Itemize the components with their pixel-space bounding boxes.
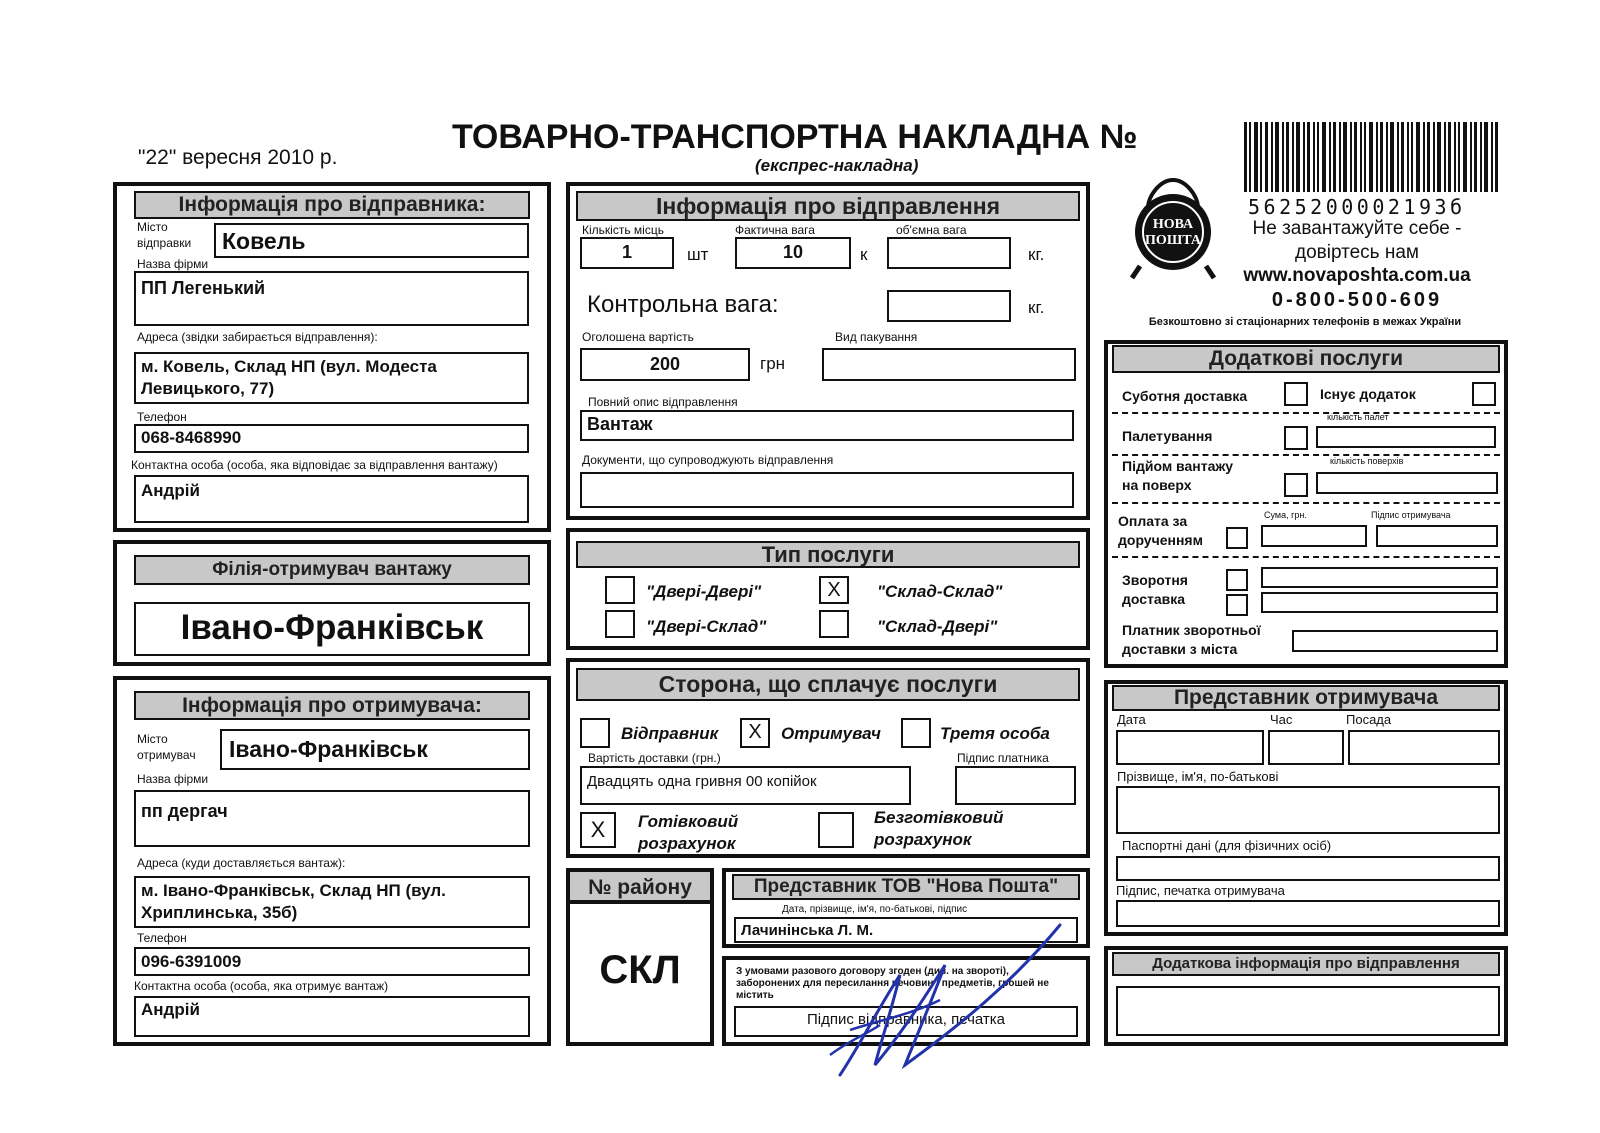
pallet-count-label: кількість палет	[1327, 412, 1389, 422]
return-payer-field[interactable]	[1292, 630, 1498, 652]
payer-header: Сторона, що сплачує послуги	[576, 668, 1080, 701]
pallet-checkbox[interactable]	[1284, 426, 1308, 450]
website: www.novaposhta.com.ua	[1243, 265, 1471, 286]
recipient-firm-label: Назва фірми	[137, 772, 209, 786]
rep-signature-label: Підпис, печатка отримувача	[1116, 883, 1285, 898]
declared-value-unit: грн	[760, 354, 786, 373]
sender-contact-value: Андрій	[141, 481, 200, 500]
cashless-payment-checkbox[interactable]	[818, 812, 854, 848]
service-warehouse-warehouse-checkbox[interactable]: X	[819, 576, 849, 604]
declared-value-value: 200	[649, 354, 681, 374]
rep-date-field[interactable]	[1116, 730, 1264, 765]
sender-header: Інформація про відправника:	[134, 191, 530, 219]
lift-label-line2: на поверх	[1122, 477, 1192, 493]
actual-weight-value: 10	[782, 242, 804, 262]
floors-label: кількість поверхів	[1330, 456, 1404, 466]
sender-address-line1: м. Ковель, Склад НП (вул. Модеста	[141, 357, 437, 376]
slogan-line2: довіртесь нам	[1295, 242, 1419, 263]
hotline-note: Безкоштовно зі стаціонарних телефонів в межах України	[1148, 316, 1462, 328]
control-weight-field[interactable]	[887, 290, 1011, 322]
pallet-label: Палетування	[1122, 428, 1213, 444]
cash-payment-line1: Готівковий	[638, 812, 739, 831]
rep-position-label: Посада	[1346, 712, 1392, 727]
agreement-line3: містить	[736, 990, 774, 1001]
lift-label-line1: Підйом вантажу	[1122, 458, 1234, 474]
return-delivery-line1: Зворотня	[1122, 572, 1188, 588]
recipient-contact-label: Контактна особа (особа, яка отримує вантаж)	[134, 979, 389, 993]
additional-info-header: Додаткова інформація про відправлення	[1112, 952, 1500, 976]
service-warehouse-warehouse-label: "Склад-Склад"	[877, 582, 1003, 601]
logo-text-line2: ПОШТА	[1145, 233, 1201, 248]
cod-checkbox[interactable]	[1226, 527, 1248, 549]
extra-divider-1	[1112, 412, 1500, 414]
shipment-header: Інформація про відправлення	[576, 191, 1080, 221]
cod-label-line2: дорученням	[1118, 532, 1203, 548]
cash-payment-checkbox[interactable]: X	[580, 812, 616, 848]
documents-field[interactable]	[580, 472, 1074, 508]
places-unit: шт	[687, 245, 709, 264]
rep-passport-field[interactable]	[1116, 856, 1500, 881]
cod-signature-label: Підпис отримувача	[1371, 510, 1451, 520]
recipient-city-label-1: Місто	[137, 732, 168, 746]
return-payer-line2: доставки з міста	[1122, 641, 1238, 657]
payer-signature-label: Підпис платника	[957, 751, 1049, 765]
np-representative-sublabel: Дата, прізвище, ім'я, по-батькові, підпис	[782, 904, 968, 915]
service-type-header: Тип послуги	[576, 541, 1080, 568]
return-delivery-checkbox-2[interactable]	[1226, 594, 1248, 616]
cash-payment-line2: розрахунок	[638, 834, 736, 853]
district-value: СКЛ	[599, 948, 681, 992]
agreement-line2: заборонених для пересилання речовин і предметів, грошей не	[736, 978, 1049, 989]
sender-firm-value: ПП Легенький	[141, 278, 266, 298]
cashless-payment-line1: Безготівковий	[874, 808, 1004, 827]
agreement-line1: З умовами разового договору згоден (див. на звороті),	[736, 966, 1009, 977]
rep-time-field[interactable]	[1268, 730, 1344, 765]
recipient-address-label: Адреса (куди доставляється вантаж):	[137, 856, 346, 870]
nova-poshta-logo	[1126, 176, 1220, 280]
pallet-count-field[interactable]	[1316, 426, 1496, 448]
sender-phone-value: 068-8468990	[141, 428, 242, 447]
payer-sender-label: Відправник	[621, 724, 719, 743]
documents-label: Документи, що супроводжують відправлення	[582, 453, 834, 467]
places-label: Кількість місць	[582, 223, 664, 237]
recipient-phone-label: Телефон	[137, 931, 187, 945]
service-door-warehouse-checkbox[interactable]	[605, 610, 635, 638]
cod-label-line1: Оплата за	[1118, 513, 1188, 529]
description-label: Повний опис відправлення	[588, 395, 738, 409]
recipient-address-line1: м. Івано-Франківськ, Склад НП (вул.	[141, 881, 446, 900]
extra-divider-2	[1112, 454, 1500, 456]
document-title: ТОВАРНО-ТРАНСПОРТНА НАКЛАДНА №	[452, 118, 1138, 156]
recipient-city-value: Івано-Франківськ	[229, 736, 428, 762]
rep-date-label: Дата	[1117, 712, 1146, 727]
recipient-city-label-2: отримувач	[137, 748, 196, 762]
rep-passport-label: Паспортні дані (для фізичних осіб)	[1122, 838, 1332, 853]
additional-info-field[interactable]	[1116, 986, 1500, 1036]
barcode-number: 5625200002193б	[1248, 195, 1466, 219]
sender-firm-label: Назва фірми	[137, 257, 209, 271]
np-representative-header: Представник ТОВ "Нова Пошта"	[732, 874, 1080, 900]
payer-sender-checkbox[interactable]	[580, 718, 610, 748]
attachment-checkbox[interactable]	[1472, 382, 1496, 406]
sender-phone-label: Телефон	[137, 410, 187, 424]
payer-third-party-checkbox[interactable]	[901, 718, 931, 748]
hotline-phone: 0-800-500-609	[1271, 289, 1443, 311]
sender-signature-label: Підпис відправника, печатка	[807, 1011, 1005, 1028]
slogan-line1: Не завантажуйте себе -	[1252, 218, 1462, 239]
cod-signature-field[interactable]	[1376, 525, 1498, 547]
recipient-address-line2: Хриплинська, 35б)	[141, 903, 298, 922]
delivery-cost-value: Двадцять одна гривня 00 копійок	[587, 773, 817, 790]
recipient-header: Інформація про отримувача:	[134, 691, 530, 720]
recipient-firm-value: пп дергач	[141, 801, 228, 821]
places-value: 1	[621, 242, 632, 262]
extra-divider-3	[1112, 502, 1500, 504]
volume-weight-field[interactable]	[887, 237, 1011, 269]
description-value: Вантаж	[587, 414, 653, 434]
saturday-delivery-label: Суботня доставка	[1122, 388, 1248, 404]
cod-sum-field[interactable]	[1261, 525, 1367, 547]
attachment-label: Існує додаток	[1320, 386, 1416, 402]
lift-checkbox[interactable]	[1284, 473, 1308, 497]
payer-recipient-label: Отримувач	[781, 724, 881, 743]
packaging-label: Вид пакування	[835, 330, 918, 344]
rep-name-label: Прізвище, ім'я, по-батькові	[1117, 769, 1279, 784]
return-payer-line1: Платник зворотньої	[1122, 622, 1261, 638]
declared-value-label: Оголошена вартість	[582, 330, 694, 344]
document-date: "22" вересня 2010 р.	[138, 146, 338, 169]
document-subtitle: (експрес-накладна)	[755, 156, 919, 175]
recipient-contact-value: Андрій	[141, 1000, 200, 1019]
service-door-door-label: "Двері-Двері"	[646, 582, 762, 601]
return-delivery-field-1[interactable]	[1261, 567, 1498, 588]
district-header: № району	[566, 868, 714, 904]
extra-divider-4	[1112, 556, 1500, 558]
return-delivery-checkbox-1[interactable]	[1226, 569, 1248, 591]
recipient-rep-header: Представник отримувача	[1112, 685, 1500, 711]
payer-third-party-label: Третя особа	[940, 724, 1050, 743]
cod-sum-label: Сума, грн.	[1264, 510, 1307, 520]
rep-signature-field[interactable]	[1116, 900, 1500, 927]
service-door-door-checkbox[interactable]	[605, 576, 635, 604]
np-representative-name: Лачинінська Л. М.	[741, 922, 874, 939]
control-weight-label: Контрольна вага:	[587, 291, 779, 318]
rep-time-label: Час	[1270, 712, 1293, 727]
barcode	[1244, 122, 1498, 194]
recipient-phone-value: 096-6391009	[141, 952, 242, 971]
actual-weight-label: Фактична вага	[735, 223, 815, 237]
payer-recipient-checkbox[interactable]: X	[740, 718, 770, 748]
delivery-cost-label: Вартість доставки (грн.)	[588, 751, 721, 765]
logo-text-line1: НОВА	[1152, 217, 1194, 232]
return-delivery-line2: доставка	[1122, 591, 1186, 607]
floors-count-field[interactable]	[1316, 472, 1498, 494]
branch-value: Івано-Франківськ	[180, 608, 484, 647]
sender-address-line2: Левицького, 77)	[141, 379, 275, 398]
service-door-warehouse-label: "Двері-Склад"	[646, 617, 767, 636]
payer-signature-field[interactable]	[955, 766, 1076, 805]
packaging-field[interactable]	[822, 348, 1076, 381]
description-field[interactable]	[580, 410, 1074, 441]
rep-position-field[interactable]	[1348, 730, 1500, 765]
extra-services-header: Додаткові послуги	[1112, 345, 1500, 373]
sender-city-label-2: відправки	[137, 236, 192, 250]
actual-weight-unit: к	[860, 245, 868, 264]
volume-unit: кг.	[1028, 245, 1045, 264]
handwritten-signature	[820, 905, 1070, 1085]
sender-contact-label: Контактна особа (особа, яка відповідає за відправлення вантажу)	[131, 458, 498, 472]
cashless-payment-line2: розрахунок	[874, 830, 972, 849]
branch-header: Філія-отримувач вантажу	[134, 555, 530, 585]
service-warehouse-door-label: "Склад-Двері"	[877, 617, 998, 636]
volume-weight-label: об'ємна вага	[896, 223, 967, 237]
saturday-delivery-checkbox[interactable]	[1284, 382, 1308, 406]
service-warehouse-door-checkbox[interactable]	[819, 610, 849, 638]
sender-city-value: Ковель	[222, 228, 306, 254]
sender-address-label: Адреса (звідки забирається відправлення):	[137, 330, 378, 344]
rep-name-field[interactable]	[1116, 786, 1500, 834]
return-delivery-field-2[interactable]	[1261, 592, 1498, 613]
sender-city-label-1: Місто	[137, 220, 168, 234]
control-weight-unit: кг.	[1028, 298, 1045, 317]
